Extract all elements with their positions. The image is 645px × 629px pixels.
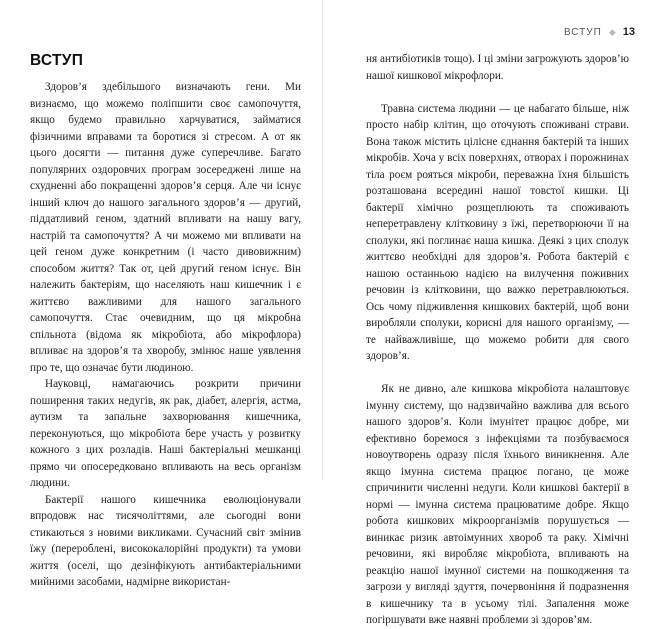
right-body-text [366, 51, 629, 629]
paragraph: Здоров’я здебільшого визначають гени. Ми визнаємо, що можемо поліпшити своє самопочуття, якщо будемо правильно харчуватися, займатися фізичними вправами та боротися зі стресом. А от як цього досягти — питання дуже суперечливе. Багато популярних оздоровчих програм зосереджені лише на схудненні або покращенні здоров’я серця. Але чи існує інший ключ до нашого загального здоров’я — другий, піддатливий геном, здатний впливати на нашу вагу, настрій та самопочуття? А чи можемо ми впливати на цей геном дуже конкретним (і часто дивовижним) способом життя? Так от, цей другий геном існує. Він належить бактеріям, що населяють наш кишечник і є життєво важливими для нашого загального самопочуття. Стає очевидним, що ця мікробна спільнота (відома як мікробіота, або мікрофлора) впливає на здоров’я та хворобу, змінює наше уявлення про те, що означає бути людиною. [30, 81, 301, 374]
paragraph: Науковці, намагаючись розкрити причини поширення таких недугів, як рак, діабет, алергія, астма, аутизм та запальне захворювання кишечника, переконуються, що мікробіота бере участь у розвитку кожного з цих розладів. Наші бактеріальні мешканці прямо чи опосередковано впливають на весь організм людини. [30, 378, 301, 489]
diamond-ornament-icon: ◆ [608, 26, 616, 37]
paragraph: ня антибіотиків тощо). І ці зміни загрожують здоров’ю нашої кишкової мікрофлори. [366, 53, 629, 82]
running-header [564, 25, 635, 39]
chapter-title: ВСТУП [30, 52, 84, 69]
left-body-text [30, 79, 301, 591]
page-number: 13 [622, 26, 635, 38]
paragraph: Бактерії нашого кишечника еволюціонували впродовж нас тисячоліттями, але сьогодні вони стикаються з новими викликами. Сучасний світ змінив їжу (перероблені, висококалорійні продукти) та умови життя (оселі, що дезінфікують антибактеріальними мийними засобами, надмірне використан- [30, 493, 301, 588]
paragraph: Травна система людини — це набагато більше, ніж просто набір клітин, що оточують споживані страви. Вона також містить цілісне єднання бактерій та інших мікробів. Хоча у всіх поверхнях, отворах і порожнинах тіла роєм рояться мікроби, переважна їхня більшість розташована всередині нашої товстої кишки. Ці бактерії хімічно розщеплюють та споживають неперетравлену клітковину з їжі, перетворюючи її на сполуки, які поглинає наша кишка. Деякі з цих сполук життєво необхідні для здоров’я. Робота бактерій є нашою останньою надією на вилучення поживних речовин із клітковини, що важко перетравлюються. Ось чому підживлення кишкових бактерій, щоб вони виробляли сполуки, корисні для нашого організму, — те найважливіше, що можемо робити для свого здоров’я. [366, 102, 629, 362]
running-title: ВСТУП [563, 26, 602, 38]
right-page [323, 0, 645, 626]
left-page [0, 0, 322, 588]
paragraph: Як не дивно, але кишкова мікробіота налаштовує імунну систему, що надзвичайно важлива для всього нашого здоров’я. Коли імунітет працює добре, ми ефективно боремося з інфекціями та позбуваємося новоутворень одразу після їхнього виникнення. Але якщо імунна система працює погано, це може спричинити численні недуги. Коли кишкові бактерії в нормі — імунна система працюватиме добре. Якщо робота кишкових мікроорганізмів порушується — виникає ризик автоімунних хвороб та раку. Хімічні речовини, які виробляє мікробіота, впливають на реакцію нашої імунної системи на пошкодження та загрози у вигляді здуття, почервоніння й подразнення в кишечнику та в усьому тілі. Запалення може погіршувати вже наявні проблеми зі здоров’ям. [366, 383, 629, 626]
